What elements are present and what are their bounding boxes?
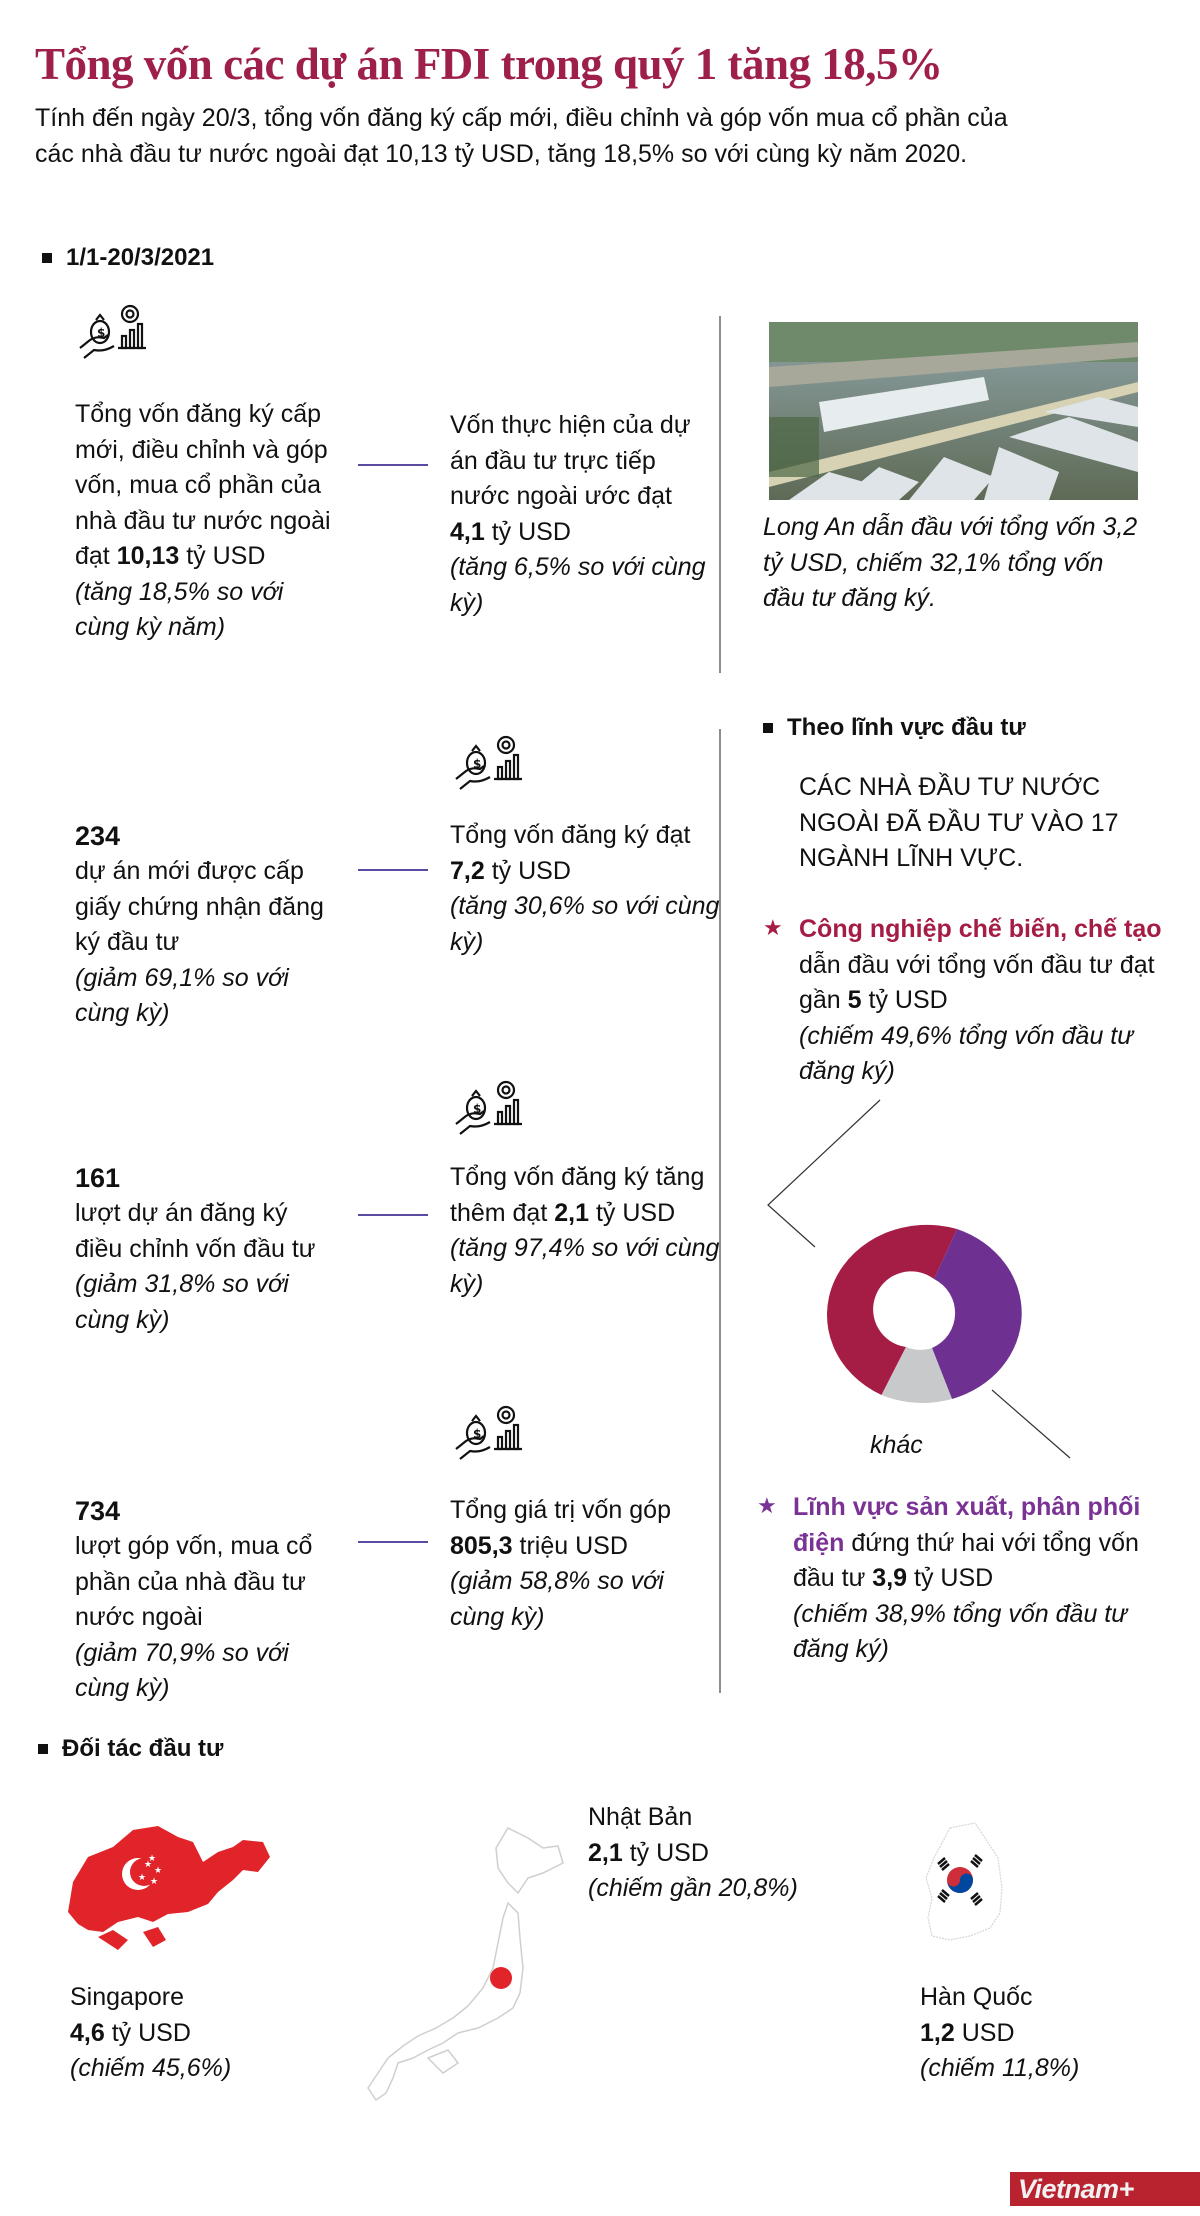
sector-heading [763,714,1026,742]
donut-label-other: khác [870,1431,923,1459]
sector-donut-chart [760,1090,1200,1490]
svg-text:★: ★ [144,1859,153,1869]
stat-share-purchase-value: Tổng giá trị vốn góp 805,3 triệu USD (giảm 58,8% so với cùng kỳ) [450,1496,671,1631]
photo-caption: Long An dẫn đầu với tổng vốn 3,2 tỷ USD, chiếm 32,1% tổng vốn đầu tư đăng ký. [763,513,1138,612]
money-investment-icon [450,733,530,793]
connector-line [358,464,428,466]
svg-text:$: $ [473,757,482,771]
page-title: Tổng vốn các dự án FDI trong quý 1 tăng 18,5% [35,39,943,89]
sector-intro: CÁC NHÀ ĐẦU TƯ NƯỚC NGOÀI ĐÃ ĐẦU TƯ VÀO 17 NGÀNH LĨNH VỰC. [799,773,1119,872]
star-icon: ★ [763,915,783,940]
sector-heading-label: Theo lĩnh vực đầu tư [787,714,1026,741]
stat-new-projects-capital: Tổng vốn đăng ký đạt 7,2 tỷ USD (tăng 30,6% so với cùng kỳ) [450,821,720,956]
partner-korea: Hàn Quốc 1,2 USD (chiếm 11,8%) [920,1983,1080,2082]
stat-new-projects: 234 dự án mới được cấp giấy chứng nhận đăng ký đầu tư (giảm 69,1% so với cùng kỳ) [75,821,324,1027]
singapore-map-icon [58,1822,273,1957]
bullet-square-icon [38,1744,48,1754]
bullet-square-icon [763,723,773,733]
money-investment-icon [450,1403,530,1463]
south-korea-map-icon [920,1818,1015,1953]
connector-line [358,869,428,871]
stat-disbursed-capital: Vốn thực hiện của dự án đầu tư trực tiếp nước ngoài ước đạt 4,1 tỷ USD (tăng 6,5% so với cùng kỳ) [450,411,706,617]
money-investment-icon [74,302,154,362]
stat-adjusted-capital: Tổng vốn đăng ký tăng thêm đạt 2,1 tỷ USD (tăng 97,4% so với cùng kỳ) [450,1163,720,1298]
connector-line [358,1541,428,1543]
svg-text:★: ★ [148,1853,157,1863]
stat-adjusted-projects: 161 lượt dự án đăng ký điều chỉnh vốn đầu tư (giảm 31,8% so với cùng kỳ) [75,1163,316,1334]
partners-heading-label: Đối tác đầu tư [62,1735,224,1762]
sector-item-electricity: Lĩnh vực sản xuất, phân phối điện đứng thứ hai với tổng vốn đầu tư 3,9 tỷ USD (chiếm 38,9% tổng vốn đầu tư đăng ký) [793,1493,1141,1663]
svg-text:★: ★ [154,1865,163,1875]
lead-paragraph: Tính đến ngày 20/3, tổng vốn đăng ký cấp mới, điều chỉnh và góp vốn mua cổ phần của các nhà đầu tư nước ngoài đạt 10,13 tỷ USD, tăng 18,5% so với cùng kỳ năm 2020. [35,104,1008,168]
period-heading-label: 1/1-20/3/2021 [66,244,215,271]
industrial-park-photo [769,322,1138,500]
star-icon: ★ [757,1493,777,1518]
svg-text:★: ★ [138,1872,147,1882]
period-heading [42,244,214,272]
money-investment-icon [450,1078,530,1138]
svg-text:★: ★ [150,1876,159,1886]
stat-total-capital: Tổng vốn đăng ký cấp mới, điều chỉnh và góp vốn, mua cổ phần của nhà đầu tư nước ngoài đạt 10,13 tỷ USD (tăng 18,5% so với cùng kỳ năm) [75,400,331,641]
column-divider [719,316,721,673]
connector-line [358,1214,428,1216]
japan-map-icon [358,1818,588,2108]
donut-slice-electricity [932,1229,1022,1399]
partner-japan: Nhật Bản 2,1 tỷ USD (chiếm gần 20,8%) [588,1803,798,1902]
sector-item-manufacturing: Công nghiệp chế biến, chế tạo dẫn đầu với tổng vốn đầu tư đạt gần 5 tỷ USD (chiếm 49,6% tổng vốn đầu tư đăng ký) [799,915,1162,1085]
svg-text:$: $ [97,326,106,340]
stat-share-purchases: 734 lượt góp vốn, mua cổ phần của nhà đầu tư nước ngoài (giảm 70,9% so với cùng kỳ) [75,1496,313,1702]
svg-text:$: $ [473,1427,482,1441]
partner-singapore: Singapore 4,6 tỷ USD (chiếm 45,6%) [70,1983,232,2082]
bullet-square-icon [42,253,52,263]
svg-text:$: $ [473,1102,482,1116]
partners-heading [38,1735,223,1763]
vietnamplus-logo: Vietnam+ [1010,2172,1200,2206]
